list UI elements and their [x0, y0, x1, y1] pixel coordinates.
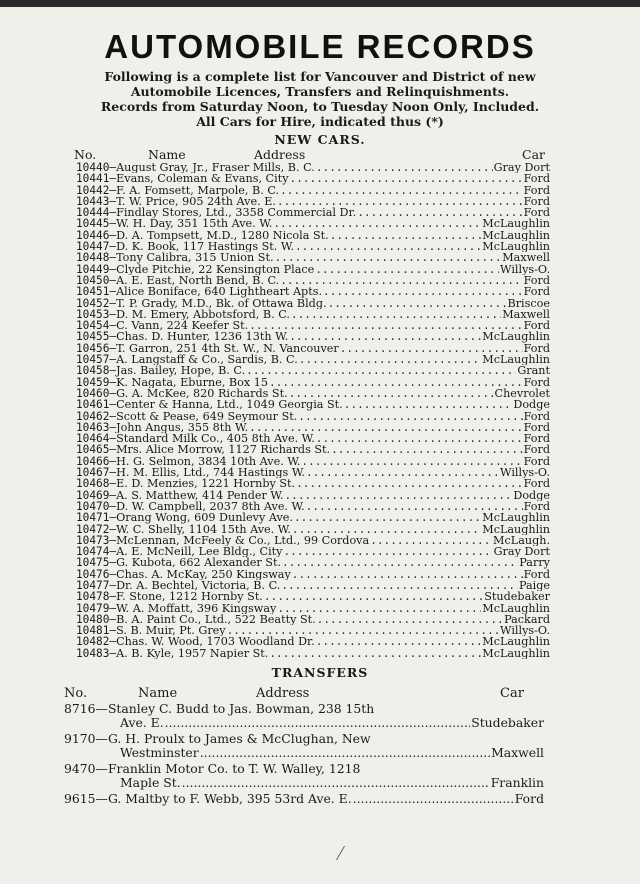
owner-and-address: C. Vann, 224 Keefer St.: [116, 320, 249, 332]
transfer-text: G. H. Proulx to James & McClughan, New: [107, 731, 371, 747]
new-car-row: [76, 524, 550, 535]
leader-dots: [249, 422, 522, 433]
owner-and-address: S. B. Muir, Pt. Grey: [116, 625, 226, 637]
car-make: Ford: [523, 195, 550, 208]
column-address: Address: [256, 686, 310, 702]
owner-and-address: D. K. Book, 117 Hastings St. W.: [116, 241, 294, 253]
owner-and-address: W. H. Day, 351 15th Ave. W.: [116, 218, 273, 230]
leader-dots: [264, 591, 483, 602]
car-make: Chevrolet: [494, 387, 550, 400]
owner-and-address: McLennan, McFeely & Co., Ltd., 99 Cordova: [116, 534, 370, 547]
record-number: 10467—: [76, 467, 117, 479]
transfers-heading: TRANSFERS: [271, 665, 369, 681]
new-car-row: [76, 218, 550, 229]
car-make: Ford: [523, 568, 550, 580]
record-number: 10471—: [76, 512, 117, 524]
record-number: 10463—: [76, 421, 117, 434]
car-make: Maxwell: [502, 308, 550, 321]
leader-dots: [277, 603, 481, 614]
pen-mark: [336, 846, 355, 860]
new-car-row: [76, 264, 550, 275]
leader-dots: [269, 377, 523, 388]
car-make: Studebaker: [471, 715, 544, 731]
record-number: 8716—: [64, 701, 108, 717]
car-make: Ford: [523, 410, 550, 422]
leader-dots: [246, 365, 516, 376]
column-car: Car: [522, 147, 545, 162]
record-number: 10447—: [76, 241, 117, 253]
owner-and-address: T. W. Price, 905 24th Ave. E.: [116, 195, 276, 208]
car-make: Ford: [523, 342, 550, 355]
leader-dots: [330, 230, 482, 241]
record-number: 10476—: [76, 568, 117, 580]
owner-and-address: D. M. Emery, Abbotsford, B. C.: [116, 308, 290, 321]
leader-dots: [298, 411, 522, 422]
owner-and-address: H. G. Selmon, 3834 10th Ave. W.: [116, 455, 301, 468]
new-car-row: [76, 648, 550, 659]
page: [0, 8, 640, 808]
intro-line-1: Following is a complete list for Vancouver and District of new: [104, 69, 536, 84]
record-number: 10457—: [76, 354, 117, 366]
record-number: 10444—: [76, 207, 117, 219]
owner-and-address: W. C. Shelly, 1104 15th Ave. W.: [116, 523, 291, 535]
car-make: Ford: [523, 173, 550, 185]
column-name: Name: [138, 686, 178, 702]
leader-dots: [323, 286, 523, 297]
owner-and-address: Center & Hanna, Ltd., 1049 Georgia St.: [116, 399, 343, 411]
new-car-row: [76, 207, 550, 218]
leader-dots: [182, 776, 490, 790]
leader-dots: [357, 207, 522, 218]
owner-and-address: B. A. Paint Co., Ltd., 522 Beatty St.: [116, 613, 316, 626]
record-number: 10481—: [76, 625, 117, 637]
car-make: Ford: [523, 455, 550, 468]
record-number: 10480—: [76, 613, 117, 626]
car-make: McLaughlin: [482, 241, 550, 253]
leader-dots: [281, 580, 518, 591]
leader-dots: [353, 792, 514, 806]
column-no: No.: [64, 686, 88, 702]
record-number: 10450—: [76, 274, 117, 287]
car-make: Ford: [523, 376, 550, 388]
new-car-row: [76, 557, 550, 568]
car-make: Grant: [517, 365, 550, 377]
record-number: 10454—: [76, 320, 117, 332]
transfer-text: Franklin Motor Co. to T. W. Walley, 1218: [107, 761, 361, 777]
new-car-row: [76, 512, 550, 523]
record-number: 10482—: [76, 636, 117, 648]
transfer-address-continued: Westminster: [120, 745, 199, 761]
new-car-row: [76, 230, 550, 241]
car-make: McLaughlin: [482, 636, 550, 648]
owner-and-address: Jas. Bailey, Hope, B. C.: [116, 365, 246, 377]
car-make: Dodge: [513, 489, 550, 501]
record-number: 10455—: [76, 331, 117, 343]
owner-and-address: F. A. Fomsett, Marpole, B. C.: [116, 184, 280, 196]
new-car-row: [76, 377, 550, 388]
leader-dots: [275, 252, 502, 263]
transfers-column-headers: [64, 686, 544, 702]
car-make: McLaughlin: [482, 523, 550, 535]
leader-dots: [296, 478, 522, 489]
page-title: AUTOMOBILE RECORDS: [104, 28, 536, 65]
car-make: Ford: [523, 274, 550, 287]
leader-dots: [306, 467, 499, 478]
new-cars-list: [76, 162, 550, 659]
intro-line-2: Automobile Licences, Transfers and Relinquishments.: [130, 84, 510, 99]
record-number: 9470—: [64, 761, 108, 777]
new-car-row: [76, 580, 550, 591]
record-number: 10460—: [76, 387, 117, 400]
car-make: Dodge: [513, 399, 550, 411]
owner-and-address: Clyde Pitchie, 22 Kensington Place: [116, 263, 315, 275]
new-car-row: [76, 241, 550, 252]
new-car-row: [76, 535, 550, 546]
leader-dots: [280, 275, 522, 286]
record-number: 10465—: [76, 444, 117, 456]
leader-dots: [290, 173, 523, 184]
owner-and-address: Chas. A. McKay, 250 Kingsway: [116, 568, 291, 580]
record-number: 10448—: [76, 252, 117, 264]
owner-and-address: Tony Calibra, 315 Union St.: [116, 252, 274, 264]
leader-dots: [292, 569, 523, 580]
car-make: Parry: [519, 557, 550, 569]
transfer-row: [64, 792, 544, 806]
leader-dots: [282, 557, 518, 568]
owner-and-address: John Angus, 355 8th W.: [116, 421, 249, 434]
car-make: Franklin: [490, 775, 544, 791]
new-car-row: [76, 388, 550, 399]
transfer-row: [64, 762, 544, 790]
transfer-address-continued: Ave. E.: [120, 715, 164, 731]
new-cars-column-headers: [74, 147, 554, 162]
leader-dots: [284, 546, 493, 557]
car-make: Paige: [518, 579, 550, 592]
leader-dots: [316, 433, 523, 444]
leader-dots: [317, 614, 503, 625]
new-car-row: [76, 162, 550, 173]
owner-and-address: Standard Milk Co., 405 8th Ave. W.: [116, 433, 315, 445]
leader-dots: [299, 354, 481, 365]
new-car-row: [76, 173, 550, 184]
leader-dots: [289, 388, 494, 399]
leader-dots: [291, 309, 501, 320]
leader-dots: [165, 716, 471, 730]
owner-and-address: D. A. Tompsett, M.D., 1280 Nicola St.: [116, 229, 329, 242]
record-number: 10452—: [76, 297, 117, 309]
leader-dots: [294, 512, 481, 523]
leader-dots: [328, 298, 507, 309]
car-make: McLaugh.: [493, 534, 550, 547]
leader-dots: [315, 264, 499, 275]
new-cars-heading: NEW CARS.: [274, 132, 366, 147]
record-number: 10446—: [76, 229, 117, 242]
record-number: 10473—: [76, 534, 117, 547]
car-make: Maxwell: [491, 745, 544, 761]
transfer-address-continued: Maple St.: [120, 775, 181, 791]
car-make: Ford: [514, 791, 544, 807]
top-rule: [0, 0, 640, 7]
owner-and-address: F. Stone, 1212 Hornby St.: [116, 591, 263, 603]
owner-and-address: D. W. Campbell, 2037 8th Ave. W.: [116, 500, 305, 513]
car-make: McLaughlin: [482, 354, 550, 366]
leader-dots: [273, 218, 481, 229]
car-make: McLaughlin: [482, 229, 550, 242]
record-number: 9170—: [64, 731, 108, 747]
transfer-text: Stanley C. Budd to Jas. Bowman, 238 15th: [107, 701, 375, 717]
car-make: McLaughlin: [482, 218, 550, 230]
leader-dots: [301, 456, 522, 467]
record-number: 10470—: [76, 500, 117, 513]
owner-and-address: August Gray, Jr., Fraser Mills, B. C.: [116, 162, 315, 174]
record-number: 10441—: [76, 173, 117, 185]
record-number: 10458—: [76, 365, 117, 377]
owner-and-address: H. M. Ellis, Ltd., 744 Hastings W.: [116, 467, 305, 479]
new-car-row: [76, 490, 550, 501]
new-car-row: [76, 456, 550, 467]
new-car-row: [76, 298, 550, 309]
owner-and-address: W. A. Moffatt, 396 Kingsway: [116, 602, 277, 614]
leader-dots: [285, 490, 513, 501]
car-make: Willys-O.: [500, 625, 550, 637]
owner-and-address: K. Nagata, Eburne, Box 15: [116, 376, 268, 388]
record-number: 10479—: [76, 602, 117, 614]
record-number: 10472—: [76, 523, 117, 535]
car-make: McLaughlin: [482, 331, 550, 343]
transfer-row: [64, 732, 544, 760]
new-car-row: [76, 252, 550, 263]
car-make: McLaughlin: [482, 647, 550, 660]
record-number: 10442—: [76, 184, 117, 196]
new-car-row: [76, 331, 550, 342]
new-car-row: [76, 185, 550, 196]
leader-dots: [344, 399, 513, 410]
transfers-list: [64, 702, 544, 806]
new-car-row: [76, 343, 550, 354]
record-number: 10456—: [76, 342, 117, 355]
new-car-row: [76, 467, 550, 478]
record-number: 10459—: [76, 376, 117, 388]
record-number: 10483—: [76, 647, 117, 660]
owner-and-address: Scott & Pease, 649 Seymour St.: [116, 410, 298, 422]
owner-and-address: G. A. McKee, 820 Richards St.: [116, 387, 288, 400]
intro-line-4: All Cars for Hire, indicated thus (*): [196, 114, 444, 129]
record-number: 10453—: [76, 308, 117, 321]
new-car-row: [76, 422, 550, 433]
new-car-row: [76, 636, 550, 647]
owner-and-address: A. S. Matthew, 414 Pender W.: [116, 489, 284, 501]
leader-dots: [277, 196, 523, 207]
transfer-text: G. Maltby to F. Webb, 395 53rd Ave. E.: [107, 791, 352, 807]
leader-dots: [280, 185, 523, 196]
car-make: Ford: [523, 444, 550, 456]
new-car-row: [76, 501, 550, 512]
column-car: Car: [500, 686, 524, 702]
owner-and-address: Evans, Coleman & Evans, City: [116, 173, 289, 185]
record-number: 10469—: [76, 489, 117, 501]
owner-and-address: Chas. W. Wood, 1703 Woodland Dr.: [116, 636, 315, 648]
leader-dots: [331, 444, 523, 455]
leader-dots: [200, 746, 490, 760]
owner-and-address: G. Kubota, 662 Alexander St.: [116, 557, 281, 569]
car-make: Briscoe: [507, 297, 550, 309]
new-car-row: [76, 614, 550, 625]
car-make: Packard: [504, 613, 550, 626]
leader-dots: [295, 241, 481, 252]
column-no: No.: [74, 147, 97, 162]
car-make: Ford: [523, 421, 550, 434]
leader-dots: [370, 535, 492, 546]
owner-and-address: Alice Boniface, 640 Lightheart Apts.: [116, 286, 323, 298]
new-car-row: [76, 546, 550, 557]
new-car-row: [76, 365, 550, 376]
new-car-row: [76, 591, 550, 602]
owner-and-address: Orang Wong, 609 Dunlevy Ave.: [116, 512, 293, 524]
leader-dots: [249, 320, 522, 331]
transfer-row: [64, 702, 544, 730]
new-car-row: [76, 625, 550, 636]
intro-line-3: Records from Saturday Noon, to Tuesday Noon Only, Included.: [100, 99, 540, 114]
new-car-row: [76, 478, 550, 489]
new-car-row: [76, 309, 550, 320]
record-number: 10464—: [76, 433, 117, 445]
leader-dots: [269, 648, 481, 659]
car-make: Ford: [523, 286, 550, 298]
car-make: Willys-O.: [500, 467, 550, 479]
record-number: 10462—: [76, 410, 117, 422]
record-number: 10475—: [76, 557, 117, 569]
owner-and-address: A. B. Kyle, 1957 Napier St.: [116, 647, 269, 660]
column-address: Address: [254, 147, 306, 162]
car-make: Gray Dort: [493, 162, 550, 174]
new-car-row: [76, 444, 550, 455]
owner-and-address: A. E. East, North Bend, B. C.: [116, 274, 280, 287]
record-number: 10445—: [76, 218, 117, 230]
record-number: 10449—: [76, 263, 117, 275]
leader-dots: [316, 162, 493, 173]
owner-and-address: A. E. McNeill, Lee Bldg., City: [116, 546, 283, 558]
new-car-row: [76, 286, 550, 297]
owner-and-address: T. P. Grady, M.D., Bk. of Ottawa Bldg.: [116, 297, 327, 309]
leader-dots: [340, 343, 523, 354]
car-make: Maxwell: [502, 252, 550, 264]
owner-and-address: A. Langstaff & Co., Sardis, B. C.: [116, 354, 298, 366]
car-make: McLaughlin: [482, 602, 550, 614]
owner-and-address: E. D. Menzies, 1221 Hornby St.: [116, 478, 296, 490]
new-car-row: [76, 196, 550, 207]
car-make: McLaughlin: [482, 512, 550, 524]
new-car-row: [76, 433, 550, 444]
owner-and-address: Findlay Stores, Ltd., 3358 Commercial Dr.: [116, 207, 357, 219]
car-make: Gray Dort: [493, 546, 550, 558]
record-number: 10466—: [76, 455, 117, 468]
record-number: 10443—: [76, 195, 117, 208]
new-car-row: [76, 411, 550, 422]
car-make: Ford: [523, 320, 550, 332]
leader-dots: [227, 625, 499, 636]
owner-and-address: Chas. D. Hunter, 1236 13th W.: [116, 331, 289, 343]
record-number: 10468—: [76, 478, 117, 490]
car-make: Studebaker: [484, 591, 550, 603]
leader-dots: [289, 331, 481, 342]
new-car-row: [76, 399, 550, 410]
car-make: Ford: [523, 478, 550, 490]
owner-and-address: Mrs. Alice Morrow, 1127 Richards St.: [116, 444, 331, 456]
new-car-row: [76, 320, 550, 331]
record-number: 10474—: [76, 546, 117, 558]
car-make: Ford: [523, 184, 550, 196]
leader-dots: [316, 636, 482, 647]
leader-dots: [306, 501, 523, 512]
car-make: Willys-O.: [500, 263, 550, 275]
owner-and-address: Dr. A. Bechtel, Victoria, B. C.: [116, 579, 281, 592]
record-number: 10451—: [76, 286, 117, 298]
record-number: 10477—: [76, 579, 117, 592]
record-number: 10440—: [76, 162, 117, 174]
car-make: Ford: [523, 500, 550, 513]
record-number: 10478—: [76, 591, 117, 603]
car-make: Ford: [523, 433, 550, 445]
new-car-row: [76, 603, 550, 614]
new-car-row: [76, 354, 550, 365]
record-number: 9615—: [64, 791, 108, 807]
column-name: Name: [148, 147, 186, 162]
owner-and-address: T. Garron, 251 4th St. W., N. Vancouver: [116, 342, 339, 355]
car-make: Ford: [523, 207, 550, 219]
leader-dots: [292, 524, 481, 535]
new-car-row: [76, 275, 550, 286]
record-number: 10461—: [76, 399, 117, 411]
new-car-row: [76, 569, 550, 580]
